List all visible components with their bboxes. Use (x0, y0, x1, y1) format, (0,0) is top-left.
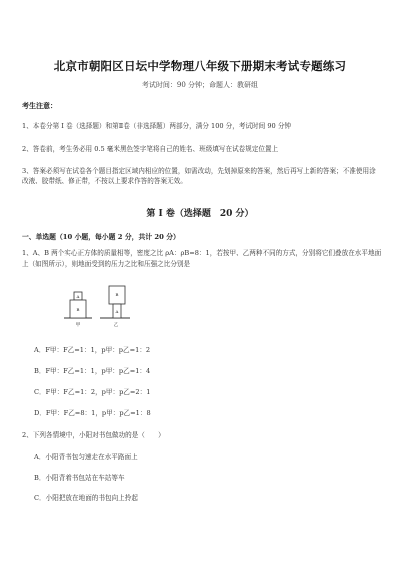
question-1-stem: 1、A、B 两个实心正方体的质量相等，密度之比 ρA：ρB=8：1，若按甲、乙两种不同的方式，分别将它们叠放在水平地面上（如图所示），则地面受到的压力之比和压强之比分别是 (22, 249, 382, 268)
q2-option-a: A．小阳背书包匀速走在水平路面上 (34, 453, 138, 461)
part-heading: 一、单选题（10 小题，每小题 2 分，共计 20 分） (22, 233, 180, 241)
label-yi: 乙 (113, 323, 119, 328)
exam-title: 北京市朝阳区日坛中学物理八年级下册期末考试专题练习 (53, 59, 347, 73)
label-jia: 甲 (75, 323, 81, 328)
label-a-jia: A (76, 294, 80, 299)
q1-option-a: A．F甲：F乙=1：1，p甲：p乙=1：2 (34, 346, 151, 354)
exam-subtitle: 考试时间：90 分钟；命题人：教研组 (141, 81, 259, 89)
section-title: 第 I 卷（选择题 20 分） (146, 209, 254, 219)
notice-heading: 考生注意： (22, 101, 57, 110)
notice-item-3: 3、答案必须写在试卷各个题目指定区域内相应的位置，如需改动，先划掉原来的答案，然后再写上新的答案；不准使用涂改液、胶带纸、修正带，不按以上要求作答的答案无效。 (22, 167, 376, 185)
label-b-jia: B (76, 307, 80, 312)
notice-item-2: 2、答卷前，考生务必用 0.5 毫米黑色签字笔将自己的姓名、班级填写在试卷规定位置上 (22, 145, 279, 153)
q1-option-d: D．F甲：F乙=8：1，p甲：p乙=1：8 (34, 409, 151, 417)
q1-option-b: B．F甲：F乙=1：1，p甲：p乙=1：4 (34, 367, 151, 375)
q2-option-b: B．小阳背着书包站在车站等车 (34, 474, 125, 482)
label-a-yi: A (115, 309, 119, 314)
label-b-yi: B (115, 292, 119, 297)
q2-option-c: C．小阳把放在地面的书包向上拎起 (34, 494, 138, 502)
notice-item-1: 1、本卷分第 I 卷（选择题）和第Ⅱ卷（非选择题）两部分，满分 100 分，考试时间 90 分钟 (22, 122, 292, 130)
q1-option-c: C．F甲：F乙=1：2，p甲：p乙=2：1 (34, 388, 151, 396)
stacked-cubes-figure (62, 282, 132, 330)
question-2-stem: 2、下列各情境中，小阳对书包做功的是（ ） (22, 431, 165, 439)
